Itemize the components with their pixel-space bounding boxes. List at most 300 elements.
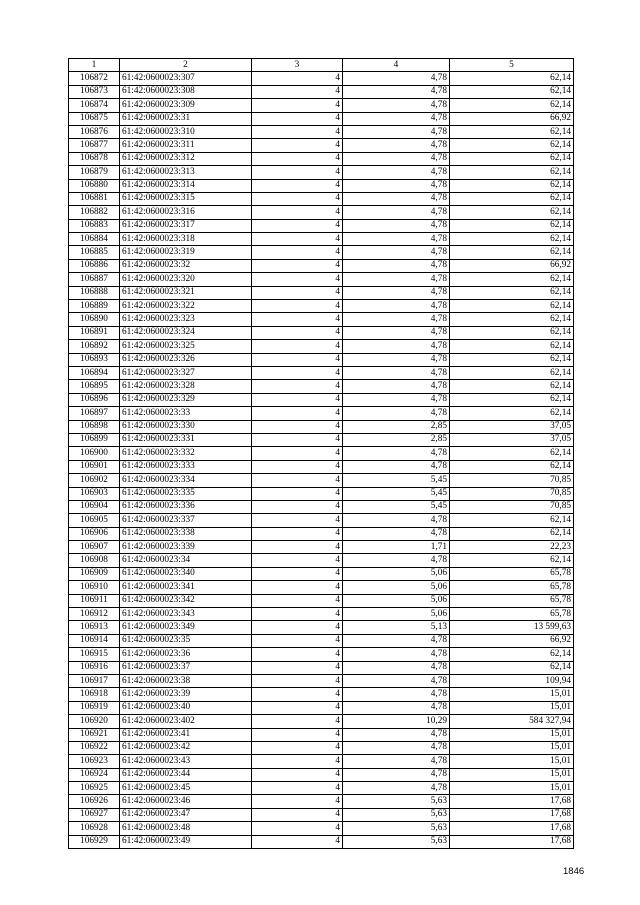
row-number-cell: 106895 <box>69 380 120 393</box>
rate-cell: 4,78 <box>343 634 450 647</box>
rate-cell: 4,78 <box>343 768 450 781</box>
rate-cell: 5,06 <box>343 581 450 594</box>
row-number-cell: 106872 <box>69 72 120 85</box>
value-cell: 62,14 <box>450 393 574 406</box>
table-row <box>69 701 574 714</box>
category-cell: 4 <box>252 527 343 540</box>
table-row <box>69 273 574 286</box>
table-row <box>69 326 574 339</box>
table-row <box>69 768 574 781</box>
cadastral-number-cell: 61:42:0600023:312 <box>120 152 252 165</box>
rate-cell: 5,06 <box>343 567 450 580</box>
table-row <box>69 567 574 580</box>
row-number-cell: 106899 <box>69 433 120 446</box>
table-row <box>69 648 574 661</box>
page-number: 1846 <box>563 866 585 877</box>
value-cell: 15,01 <box>450 728 574 741</box>
category-cell: 4 <box>252 474 343 487</box>
category-cell: 4 <box>252 661 343 674</box>
rate-cell: 2,85 <box>343 420 450 433</box>
table-row <box>69 527 574 540</box>
rate-cell: 4,78 <box>343 393 450 406</box>
category-cell: 4 <box>252 259 343 272</box>
row-number-cell: 106924 <box>69 768 120 781</box>
category-cell: 4 <box>252 782 343 795</box>
value-cell: 70,85 <box>450 487 574 500</box>
value-cell: 62,14 <box>450 206 574 219</box>
table-row <box>69 661 574 674</box>
value-cell: 62,14 <box>450 460 574 473</box>
category-cell: 4 <box>252 741 343 754</box>
category-cell: 4 <box>252 500 343 513</box>
category-cell: 4 <box>252 835 343 848</box>
value-cell: 65,78 <box>450 567 574 580</box>
category-cell: 4 <box>252 152 343 165</box>
category-cell: 4 <box>252 795 343 808</box>
category-cell: 4 <box>252 594 343 607</box>
row-number-cell: 106923 <box>69 755 120 768</box>
rate-cell: 5,45 <box>343 500 450 513</box>
value-cell: 62,14 <box>450 514 574 527</box>
value-cell: 62,14 <box>450 554 574 567</box>
cadastral-number-cell: 61:42:0600023:342 <box>120 594 252 607</box>
table-row <box>69 581 574 594</box>
row-number-cell: 106929 <box>69 835 120 848</box>
cadastral-number-cell: 61:42:0600023:32 <box>120 259 252 272</box>
cadastral-number-cell: 61:42:0600023:45 <box>120 782 252 795</box>
category-cell: 4 <box>252 688 343 701</box>
category-cell: 4 <box>252 125 343 138</box>
cadastral-number-cell: 61:42:0600023:46 <box>120 795 252 808</box>
rate-cell: 4,78 <box>343 554 450 567</box>
table-row <box>69 514 574 527</box>
value-cell: 62,14 <box>450 166 574 179</box>
value-cell: 66,92 <box>450 112 574 125</box>
rate-cell: 4,78 <box>343 192 450 205</box>
value-cell: 62,14 <box>450 407 574 420</box>
cadastral-number-cell: 61:42:0600023:314 <box>120 179 252 192</box>
row-number-cell: 106921 <box>69 728 120 741</box>
table-row <box>69 125 574 138</box>
cadastral-number-cell: 61:42:0600023:38 <box>120 674 252 687</box>
value-cell: 62,14 <box>450 648 574 661</box>
cadastral-number-cell: 61:42:0600023:334 <box>120 474 252 487</box>
rate-cell: 1,71 <box>343 541 450 554</box>
value-cell: 66,92 <box>450 634 574 647</box>
table-row <box>69 634 574 647</box>
table-row <box>69 407 574 420</box>
category-cell: 4 <box>252 166 343 179</box>
table-row <box>69 688 574 701</box>
cadastral-number-cell: 61:42:0600023:333 <box>120 460 252 473</box>
category-cell: 4 <box>252 755 343 768</box>
category-cell: 4 <box>252 179 343 192</box>
cadastral-number-cell: 61:42:0600023:349 <box>120 621 252 634</box>
row-number-cell: 106888 <box>69 286 120 299</box>
category-cell: 4 <box>252 634 343 647</box>
row-number-cell: 106878 <box>69 152 120 165</box>
value-cell: 62,14 <box>450 85 574 98</box>
cadastral-number-cell: 61:42:0600023:34 <box>120 554 252 567</box>
row-number-cell: 106876 <box>69 125 120 138</box>
table-row <box>69 715 574 728</box>
rate-cell: 5,45 <box>343 474 450 487</box>
category-cell: 4 <box>252 353 343 366</box>
rate-cell: 4,78 <box>343 688 450 701</box>
row-number-cell: 106925 <box>69 782 120 795</box>
cadastral-number-cell: 61:42:0600023:308 <box>120 85 252 98</box>
row-number-cell: 106883 <box>69 219 120 232</box>
cadastral-number-cell: 61:42:0600023:324 <box>120 326 252 339</box>
cadastral-number-cell: 61:42:0600023:329 <box>120 393 252 406</box>
table-row <box>69 366 574 379</box>
cadastral-number-cell: 61:42:0600023:311 <box>120 139 252 152</box>
table-row <box>69 755 574 768</box>
category-cell: 4 <box>252 286 343 299</box>
rate-cell: 4,78 <box>343 259 450 272</box>
category-cell: 4 <box>252 72 343 85</box>
value-cell: 62,14 <box>450 286 574 299</box>
row-number-cell: 106891 <box>69 326 120 339</box>
cadastral-number-cell: 61:42:0600023:44 <box>120 768 252 781</box>
category-cell: 4 <box>252 621 343 634</box>
cadastral-number-cell: 61:42:0600023:335 <box>120 487 252 500</box>
cadastral-number-cell: 61:42:0600023:343 <box>120 608 252 621</box>
row-number-cell: 106897 <box>69 407 120 420</box>
row-number-cell: 106926 <box>69 795 120 808</box>
rate-cell: 5,06 <box>343 608 450 621</box>
row-number-cell: 106885 <box>69 246 120 259</box>
table-row <box>69 233 574 246</box>
table-row <box>69 487 574 500</box>
value-cell: 62,14 <box>450 179 574 192</box>
value-cell: 62,14 <box>450 273 574 286</box>
category-cell: 4 <box>252 447 343 460</box>
category-cell: 4 <box>252 112 343 125</box>
table-row <box>69 474 574 487</box>
table-row <box>69 554 574 567</box>
value-cell: 62,14 <box>450 192 574 205</box>
cadastral-number-cell: 61:42:0600023:33 <box>120 407 252 420</box>
rate-cell: 4,78 <box>343 527 450 540</box>
cadastral-number-cell: 61:42:0600023:331 <box>120 433 252 446</box>
row-number-cell: 106912 <box>69 608 120 621</box>
rate-cell: 5,06 <box>343 594 450 607</box>
row-number-cell: 106916 <box>69 661 120 674</box>
row-number-cell: 106904 <box>69 500 120 513</box>
cadastral-number-cell: 61:42:0600023:42 <box>120 741 252 754</box>
rate-cell: 4,78 <box>343 782 450 795</box>
rate-cell: 4,78 <box>343 300 450 313</box>
row-number-cell: 106884 <box>69 233 120 246</box>
cadastral-number-cell: 61:42:0600023:39 <box>120 688 252 701</box>
row-number-cell: 106903 <box>69 487 120 500</box>
table-row <box>69 353 574 366</box>
category-cell: 4 <box>252 366 343 379</box>
value-cell: 15,01 <box>450 782 574 795</box>
cadastral-number-cell: 61:42:0600023:320 <box>120 273 252 286</box>
table-row <box>69 259 574 272</box>
cadastral-number-cell: 61:42:0600023:326 <box>120 353 252 366</box>
table-row <box>69 313 574 326</box>
row-number-cell: 106874 <box>69 99 120 112</box>
rate-cell: 4,78 <box>343 85 450 98</box>
category-cell: 4 <box>252 541 343 554</box>
rate-cell: 4,78 <box>343 326 450 339</box>
rate-cell: 5,63 <box>343 822 450 835</box>
table-row <box>69 674 574 687</box>
category-cell: 4 <box>252 340 343 353</box>
value-cell: 62,14 <box>450 447 574 460</box>
row-number-cell: 106900 <box>69 447 120 460</box>
table-row <box>69 152 574 165</box>
category-cell: 4 <box>252 460 343 473</box>
table-row <box>69 219 574 232</box>
rate-cell: 4,78 <box>343 99 450 112</box>
category-cell: 4 <box>252 581 343 594</box>
table-row <box>69 808 574 821</box>
value-cell: 66,92 <box>450 259 574 272</box>
cadastral-number-cell: 61:42:0600023:323 <box>120 313 252 326</box>
value-cell: 37,05 <box>450 420 574 433</box>
category-cell: 4 <box>252 233 343 246</box>
category-cell: 4 <box>252 701 343 714</box>
row-number-cell: 106886 <box>69 259 120 272</box>
rate-cell: 4,78 <box>343 219 450 232</box>
value-cell: 62,14 <box>450 219 574 232</box>
table-row <box>69 179 574 192</box>
value-cell: 70,85 <box>450 474 574 487</box>
value-cell: 62,14 <box>450 313 574 326</box>
category-cell: 4 <box>252 407 343 420</box>
row-number-cell: 106919 <box>69 701 120 714</box>
value-cell: 584 327,94 <box>450 715 574 728</box>
category-cell: 4 <box>252 206 343 219</box>
rate-cell: 4,78 <box>343 447 450 460</box>
cadastral-number-cell: 61:42:0600023:340 <box>120 567 252 580</box>
cadastral-number-cell: 61:42:0600023:310 <box>120 125 252 138</box>
table-row <box>69 300 574 313</box>
category-cell: 4 <box>252 313 343 326</box>
category-cell: 4 <box>252 554 343 567</box>
row-number-cell: 106893 <box>69 353 120 366</box>
value-cell: 62,14 <box>450 326 574 339</box>
rate-cell: 5,63 <box>343 835 450 848</box>
row-number-cell: 106905 <box>69 514 120 527</box>
value-cell: 15,01 <box>450 688 574 701</box>
cadastral-number-cell: 61:42:0600023:313 <box>120 166 252 179</box>
value-cell: 62,14 <box>450 527 574 540</box>
column-header-1: 1 <box>69 59 120 72</box>
rate-cell: 4,78 <box>343 139 450 152</box>
row-number-cell: 106890 <box>69 313 120 326</box>
rate-cell: 5,63 <box>343 808 450 821</box>
table-row <box>69 246 574 259</box>
category-cell: 4 <box>252 246 343 259</box>
value-cell: 22,23 <box>450 541 574 554</box>
cadastral-number-cell: 61:42:0600023:337 <box>120 514 252 527</box>
header-row <box>69 59 574 72</box>
table-body <box>69 72 574 849</box>
row-number-cell: 106928 <box>69 822 120 835</box>
row-number-cell: 106896 <box>69 393 120 406</box>
row-number-cell: 106918 <box>69 688 120 701</box>
category-cell: 4 <box>252 326 343 339</box>
row-number-cell: 106907 <box>69 541 120 554</box>
value-cell: 62,14 <box>450 353 574 366</box>
cadastral-number-cell: 61:42:0600023:31 <box>120 112 252 125</box>
category-cell: 4 <box>252 433 343 446</box>
rate-cell: 5,13 <box>343 621 450 634</box>
rate-cell: 4,78 <box>343 246 450 259</box>
row-number-cell: 106914 <box>69 634 120 647</box>
value-cell: 62,14 <box>450 300 574 313</box>
row-number-cell: 106913 <box>69 621 120 634</box>
table-row <box>69 782 574 795</box>
cadastral-number-cell: 61:42:0600023:37 <box>120 661 252 674</box>
rate-cell: 2,85 <box>343 433 450 446</box>
rate-cell: 4,78 <box>343 514 450 527</box>
value-cell: 15,01 <box>450 768 574 781</box>
table-row <box>69 192 574 205</box>
value-cell: 15,01 <box>450 701 574 714</box>
cadastral-number-cell: 61:42:0600023:315 <box>120 192 252 205</box>
table-row <box>69 139 574 152</box>
value-cell: 62,14 <box>450 340 574 353</box>
value-cell: 17,68 <box>450 822 574 835</box>
table-row <box>69 286 574 299</box>
table-row <box>69 741 574 754</box>
rate-cell: 4,78 <box>343 674 450 687</box>
value-cell: 62,14 <box>450 125 574 138</box>
category-cell: 4 <box>252 768 343 781</box>
table-row <box>69 621 574 634</box>
row-number-cell: 106873 <box>69 85 120 98</box>
category-cell: 4 <box>252 273 343 286</box>
row-number-cell: 106910 <box>69 581 120 594</box>
row-number-cell: 106927 <box>69 808 120 821</box>
rate-cell: 4,78 <box>343 206 450 219</box>
row-number-cell: 106882 <box>69 206 120 219</box>
cadastral-number-cell: 61:42:0600023:48 <box>120 822 252 835</box>
row-number-cell: 106908 <box>69 554 120 567</box>
value-cell: 70,85 <box>450 500 574 513</box>
cadastral-number-cell: 61:42:0600023:327 <box>120 366 252 379</box>
category-cell: 4 <box>252 380 343 393</box>
table-row <box>69 112 574 125</box>
table-row <box>69 500 574 513</box>
category-cell: 4 <box>252 822 343 835</box>
row-number-cell: 106877 <box>69 139 120 152</box>
rate-cell: 5,45 <box>343 487 450 500</box>
row-number-cell: 106901 <box>69 460 120 473</box>
value-cell: 109,94 <box>450 674 574 687</box>
row-number-cell: 106898 <box>69 420 120 433</box>
value-cell: 62,14 <box>450 246 574 259</box>
cadastral-number-cell: 61:42:0600023:47 <box>120 808 252 821</box>
category-cell: 4 <box>252 728 343 741</box>
cadastral-number-cell: 61:42:0600023:338 <box>120 527 252 540</box>
table-row <box>69 835 574 848</box>
rate-cell: 4,78 <box>343 661 450 674</box>
table-row <box>69 166 574 179</box>
category-cell: 4 <box>252 648 343 661</box>
category-cell: 4 <box>252 300 343 313</box>
cadastral-number-cell: 61:42:0600023:319 <box>120 246 252 259</box>
rate-cell: 4,78 <box>343 152 450 165</box>
value-cell: 62,14 <box>450 139 574 152</box>
row-number-cell: 106909 <box>69 567 120 580</box>
rate-cell: 4,78 <box>343 407 450 420</box>
cadastral-number-cell: 61:42:0600023:322 <box>120 300 252 313</box>
table-row <box>69 85 574 98</box>
category-cell: 4 <box>252 808 343 821</box>
category-cell: 4 <box>252 608 343 621</box>
value-cell: 15,01 <box>450 741 574 754</box>
row-number-cell: 106906 <box>69 527 120 540</box>
cadastral-number-cell: 61:42:0600023:49 <box>120 835 252 848</box>
column-header-5: 5 <box>450 59 574 72</box>
value-cell: 62,14 <box>450 72 574 85</box>
value-cell: 62,14 <box>450 152 574 165</box>
row-number-cell: 106915 <box>69 648 120 661</box>
rate-cell: 10,29 <box>343 715 450 728</box>
cadastral-number-cell: 61:42:0600023:35 <box>120 634 252 647</box>
value-cell: 37,05 <box>450 433 574 446</box>
category-cell: 4 <box>252 139 343 152</box>
rate-cell: 4,78 <box>343 112 450 125</box>
rate-cell: 5,63 <box>343 795 450 808</box>
table-row <box>69 206 574 219</box>
value-cell: 65,78 <box>450 594 574 607</box>
category-cell: 4 <box>252 514 343 527</box>
value-cell: 65,78 <box>450 581 574 594</box>
rate-cell: 4,78 <box>343 72 450 85</box>
table-row <box>69 99 574 112</box>
category-cell: 4 <box>252 192 343 205</box>
row-number-cell: 106920 <box>69 715 120 728</box>
row-number-cell: 106880 <box>69 179 120 192</box>
category-cell: 4 <box>252 85 343 98</box>
rate-cell: 4,78 <box>343 233 450 246</box>
column-header-4: 4 <box>343 59 450 72</box>
table-row <box>69 728 574 741</box>
table-row <box>69 795 574 808</box>
cadastral-number-cell: 61:42:0600023:325 <box>120 340 252 353</box>
value-cell: 62,14 <box>450 99 574 112</box>
row-number-cell: 106894 <box>69 366 120 379</box>
row-number-cell: 106889 <box>69 300 120 313</box>
cadastral-number-cell: 61:42:0600023:402 <box>120 715 252 728</box>
cadastral-number-cell: 61:42:0600023:317 <box>120 219 252 232</box>
rate-cell: 4,78 <box>343 313 450 326</box>
category-cell: 4 <box>252 99 343 112</box>
row-number-cell: 106875 <box>69 112 120 125</box>
cadastral-number-cell: 61:42:0600023:339 <box>120 541 252 554</box>
rate-cell: 4,78 <box>343 125 450 138</box>
table-row <box>69 340 574 353</box>
cadastral-number-cell: 61:42:0600023:336 <box>120 500 252 513</box>
table-row <box>69 72 574 85</box>
column-header-3: 3 <box>252 59 343 72</box>
rate-cell: 4,78 <box>343 179 450 192</box>
rate-cell: 4,78 <box>343 166 450 179</box>
cadastral-number-cell: 61:42:0600023:341 <box>120 581 252 594</box>
table-row <box>69 822 574 835</box>
cadastral-number-cell: 61:42:0600023:36 <box>120 648 252 661</box>
category-cell: 4 <box>252 393 343 406</box>
rate-cell: 4,78 <box>343 460 450 473</box>
